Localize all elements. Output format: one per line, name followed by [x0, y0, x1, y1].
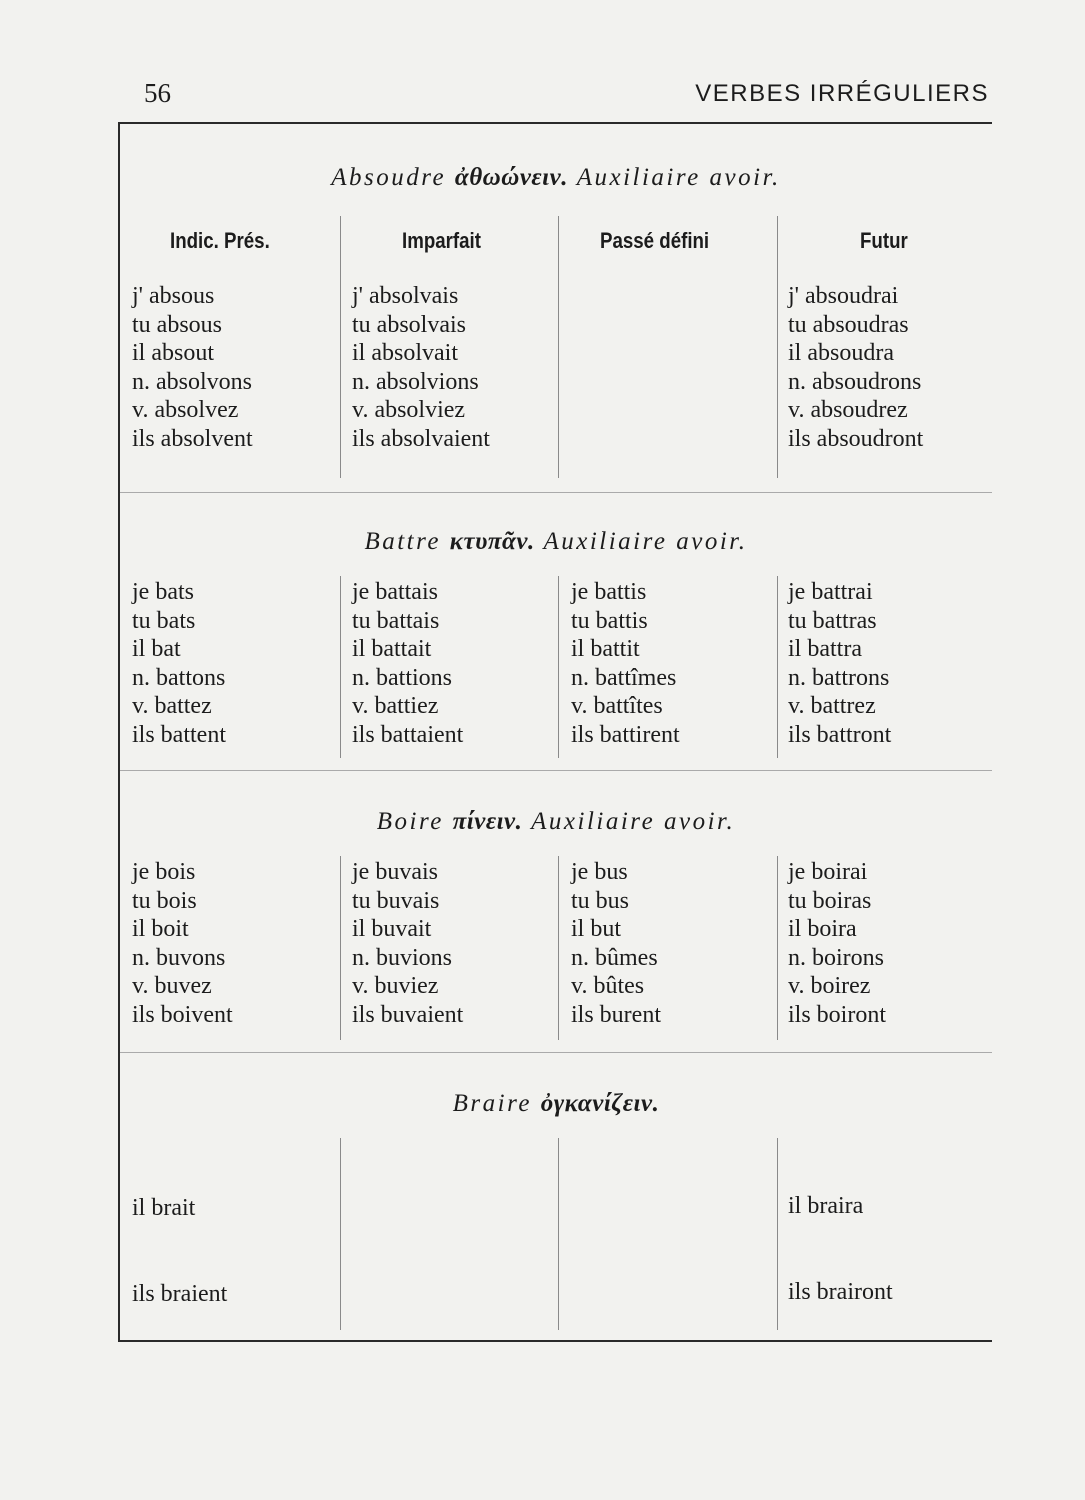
- verb-form: tu battras: [788, 607, 877, 634]
- verb-section-boire: [120, 770, 992, 1052]
- verb-form: v. battîtes: [571, 693, 663, 720]
- verb-form: ils battent: [132, 721, 226, 748]
- verb-form: ils absoudront: [788, 425, 924, 452]
- col-imperfect: [352, 858, 463, 1030]
- verb-form: il boira: [788, 916, 857, 943]
- auxiliary-verb: avoir.: [663, 808, 736, 835]
- verb-form: n. battons: [132, 664, 226, 691]
- verb-infinitive: Battre: [364, 528, 442, 555]
- col-past: [571, 858, 661, 1030]
- verb-form: v. absoudrez: [788, 397, 908, 424]
- verb-form: il bat: [132, 636, 181, 663]
- verb-form: ils absolvaient: [352, 425, 490, 452]
- verb-form: n. battions: [352, 664, 452, 691]
- col-future: [788, 578, 891, 750]
- verb-form: ils buvaient: [352, 1001, 464, 1028]
- verb-form: il braira: [788, 1193, 864, 1219]
- verb-form: v. bûtes: [571, 973, 645, 1000]
- verb-form: v. absolviez: [352, 397, 466, 424]
- verb-form: il battra: [788, 636, 862, 663]
- col-future: [788, 858, 886, 1030]
- column-headers: [120, 228, 992, 258]
- verb-form: je battrai: [788, 579, 873, 605]
- col-past: [571, 578, 680, 750]
- verb-form: il absoudra: [788, 340, 894, 367]
- verb-form: je buvais: [352, 859, 438, 885]
- auxiliary-label: Auxiliaire: [531, 808, 656, 835]
- header-imperfect: Imparfait: [402, 228, 481, 253]
- verb-greek: κτυπᾶν.: [449, 528, 535, 555]
- verb-form: tu boiras: [788, 887, 872, 914]
- verb-title: [120, 528, 992, 556]
- verb-form: ils brairont: [788, 1279, 893, 1305]
- verb-greek: ὀγκανίζειν.: [540, 1090, 660, 1117]
- auxiliary-label: Auxiliaire: [576, 164, 701, 191]
- verb-form: n. buvions: [352, 944, 453, 971]
- verb-form: v. battrez: [788, 693, 876, 720]
- verb-form: il but: [571, 916, 622, 943]
- verb-form: tu absoudras: [788, 311, 909, 338]
- col-present: [132, 858, 233, 1030]
- col-imperfect: [352, 578, 463, 750]
- verb-form: n. absolvons: [132, 368, 252, 395]
- verb-form: v. buvez: [132, 973, 212, 1000]
- verb-form: j' absous: [132, 283, 215, 309]
- col-present: [132, 578, 226, 750]
- verb-form: n. battîmes: [571, 664, 677, 691]
- verb-form: je bats: [132, 579, 194, 605]
- conjugation-frame: [118, 122, 992, 1342]
- verb-form: n. battrons: [788, 664, 890, 691]
- col-present: [132, 282, 253, 454]
- verb-form: ils burent: [571, 1001, 661, 1028]
- verb-form: tu buvais: [352, 887, 440, 914]
- verb-form: v. battiez: [352, 693, 439, 720]
- col-imperfect: [352, 282, 490, 454]
- verb-form: je boirai: [788, 859, 868, 885]
- verb-infinitive: Braire: [452, 1090, 532, 1117]
- verb-form: tu absous: [132, 311, 222, 338]
- verb-form: ils battaient: [352, 721, 464, 748]
- verb-form: ils braient: [132, 1281, 228, 1307]
- verb-greek: πίνειν.: [452, 808, 523, 835]
- verb-infinitive: Boire: [376, 808, 444, 835]
- verb-form: ils boiront: [788, 1001, 887, 1028]
- header-present: Indic. Prés.: [170, 228, 270, 253]
- header-future: Futur: [860, 228, 908, 253]
- verb-form: il battait: [352, 636, 432, 663]
- verb-form: je bois: [132, 859, 196, 885]
- verb-form: tu absolvais: [352, 311, 466, 338]
- verb-form: tu bois: [132, 887, 197, 914]
- verb-title: [120, 1090, 992, 1118]
- verb-form: v. buviez: [352, 973, 439, 1000]
- verb-form: n. absolvions: [352, 368, 479, 395]
- verb-form: ils battront: [788, 721, 892, 748]
- verb-form: je battis: [571, 579, 647, 605]
- verb-form: n. absoudrons: [788, 368, 922, 395]
- verb-form: tu battis: [571, 607, 648, 634]
- verb-form: j' absolvais: [352, 283, 459, 309]
- verb-title: [120, 164, 992, 192]
- verb-form: tu bats: [132, 607, 196, 634]
- verb-form: il absolvait: [352, 340, 458, 367]
- verb-form: je battais: [352, 579, 438, 605]
- col-future: [788, 282, 923, 454]
- page-number: 56: [144, 78, 171, 108]
- running-head: VERBES IRRÉGULIERS: [695, 80, 989, 107]
- verb-form: il brait: [132, 1195, 196, 1221]
- verb-form: v. boirez: [788, 973, 871, 1000]
- verb-greek: ἀθωώνειν.: [454, 164, 568, 191]
- verb-form: tu bus: [571, 887, 630, 914]
- verb-form: il buvait: [352, 916, 432, 943]
- verb-form: j' absoudrai: [788, 283, 899, 309]
- verb-form: ils boivent: [132, 1001, 233, 1028]
- verb-title: [120, 808, 992, 836]
- verb-section-absoudre: [120, 124, 992, 492]
- verb-form: il absout: [132, 340, 214, 367]
- verb-form: n. buvons: [132, 944, 226, 971]
- verb-form: il boit: [132, 916, 189, 943]
- verb-form: ils battirent: [571, 721, 680, 748]
- verb-form: v. absolvez: [132, 397, 239, 424]
- verb-form: ils absolvent: [132, 425, 253, 452]
- verb-infinitive: Absoudre: [331, 164, 447, 191]
- auxiliary-label: Auxiliaire: [543, 528, 668, 555]
- verb-form: n. bûmes: [571, 944, 658, 971]
- verb-form: v. battez: [132, 693, 212, 720]
- verb-form: tu battais: [352, 607, 440, 634]
- auxiliary-verb: avoir.: [709, 164, 781, 191]
- verb-section-braire: [120, 1052, 992, 1340]
- verb-form: n. boirons: [788, 944, 884, 971]
- verb-section-battre: [120, 492, 992, 770]
- verb-form: il battit: [571, 636, 640, 663]
- verb-form: je bus: [571, 859, 628, 885]
- auxiliary-verb: avoir.: [676, 528, 748, 555]
- header-past: Passé défini: [600, 228, 710, 253]
